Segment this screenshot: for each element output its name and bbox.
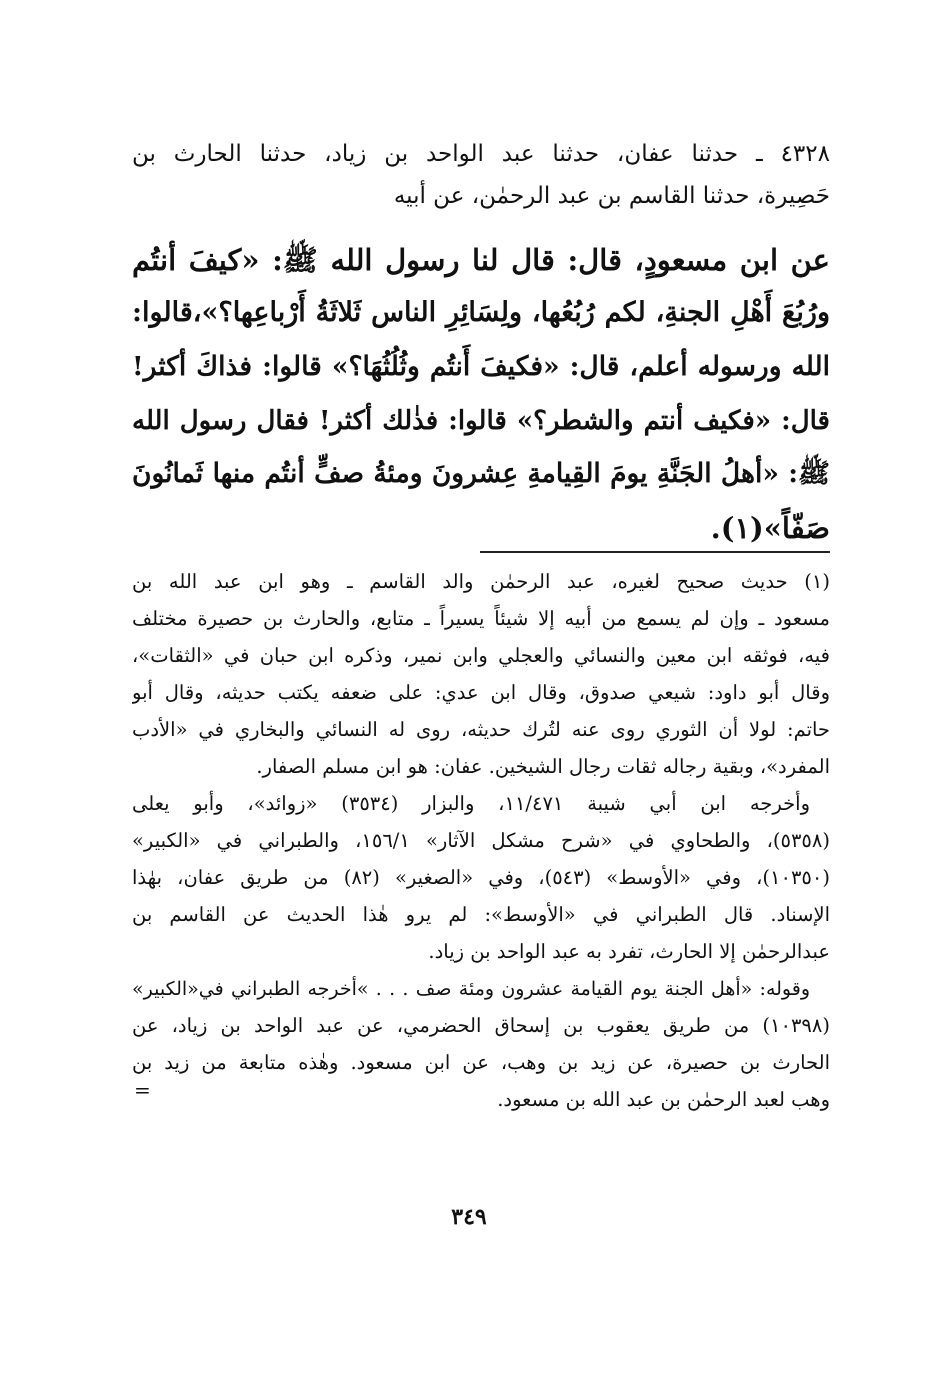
hadith-matn-line: قال: «فكيف أنتم والشطر؟» قالوا: فذٰلك أكثر! فقال رسول الله [132, 406, 830, 436]
footnote-line: فيه، فوثقه ابن معين والنسائي والعجلي وابن نمير، وذكره ابن حبان في «الثقات»، [132, 644, 830, 667]
hadith-isnad-line: ٤٣٢٨ ـ حدثنا عفان، حدثنا عبد الواحد بن زياد، حدثنا الحارث بن [132, 141, 830, 167]
footnote-line: المفرد»، وبقية رجاله ثقات رجال الشيخين. عفان: هو ابن مسلم الصفار. [256, 755, 830, 778]
footnote-line: مسعود ـ وإن لم يسمع من أبيه إلا شيئاً يسيراً ـ متابع، والحارث بن حصيرة مختلف [132, 607, 830, 630]
footnote-line: (٥٣٥٨)، والطحاوي في «شرح مشكل الآثار» ١٥٦/١، والطبراني في «الكبير» [132, 829, 830, 852]
footnote-line: وقال أبو داود: شيعي صدوق، وقال ابن عدي: على ضعفه يكتب حديثه، وقال أبو [132, 681, 830, 704]
footnote-divider [480, 551, 830, 553]
hadith-matn-line: عن ابن مسعودٍ، قال: قال لنا رسول الله ﷺ: «كيفَ أنتُم [132, 243, 830, 277]
footnote-line: وقوله: «أهل الجنة يوم القيامة عشرون ومئة صف . . . »أخرجه الطبراني في«الكبير» [132, 978, 810, 1000]
footnote-line: وهب لعبد الرحمٰن بن عبد الله بن مسعود. [497, 1088, 830, 1111]
page-number: ٣٤٩ [451, 1204, 487, 1230]
hadith-matn-line: الله ورسوله أعلم، قال: «فكيفَ أَنتُم وثُلُثُهَا؟» قالوا: فذاكَ أكثر! [132, 351, 830, 382]
hadith-matn-line: صَفّاً»(١). [710, 511, 830, 545]
footnote-line: الحارث بن حصيرة، عن زيد بن وهب، عن ابن مسعود. وهٰذه متابعة من زيد بن [132, 1051, 830, 1074]
footnote-line: وأخرجه ابن أبي شيبة ١١/٤٧١، والبزار (٣٥٣٤) «زوائد»، وأبو يعلى [132, 792, 810, 815]
hadith-matn-line: ورُبُعَ أَهْلِ الجنةِ، لكم رُبُعُها، ولِسَائِرِ الناس ثَلاثَةُ أَرْباعِها؟»،قالوا: [132, 297, 830, 328]
continuation-mark: = [134, 1078, 151, 1102]
footnote-line: الإسناد. قال الطبراني في «الأوسط»: لم يرو هٰذا الحديث عن القاسم بن [132, 903, 830, 926]
footnote-line: (١٠٣٥٠)، وفي «الأوسط» (٥٤٣)، وفي «الصغير» (٨٢) من طريق عفان، بهٰذا [132, 866, 830, 889]
hadith-matn-line: ﷺ: «أهلُ الجَنَّةِ يومَ القِيامةِ عِشرونَ ومئةُ صفٍّ أنتُم منها ثَمانُونَ [132, 458, 830, 489]
footnote-line: حاتم: لولا أن الثوري روى عنه لتُرك حديثه، روى له النسائي والبخاري في «الأدب [132, 718, 830, 741]
footnote-line: (١٠٣٩٨) من طريق يعقوب بن إسحاق الحضرمي، عن عبد الواحد بن زياد، عن [132, 1014, 830, 1037]
footnote-line: (١) حديث صحيح لغيره، عبد الرحمٰن والد القاسم ـ وهو ابن عبد الله بن [132, 570, 830, 593]
hadith-isnad-line: حَصِيرة، حدثنا القاسم بن عبد الرحمٰن، عن أبيه [393, 183, 830, 209]
footnote-line: عبدالرحمٰن إلا الحارث، تفرد به عبد الواحد بن زياد. [428, 940, 830, 963]
